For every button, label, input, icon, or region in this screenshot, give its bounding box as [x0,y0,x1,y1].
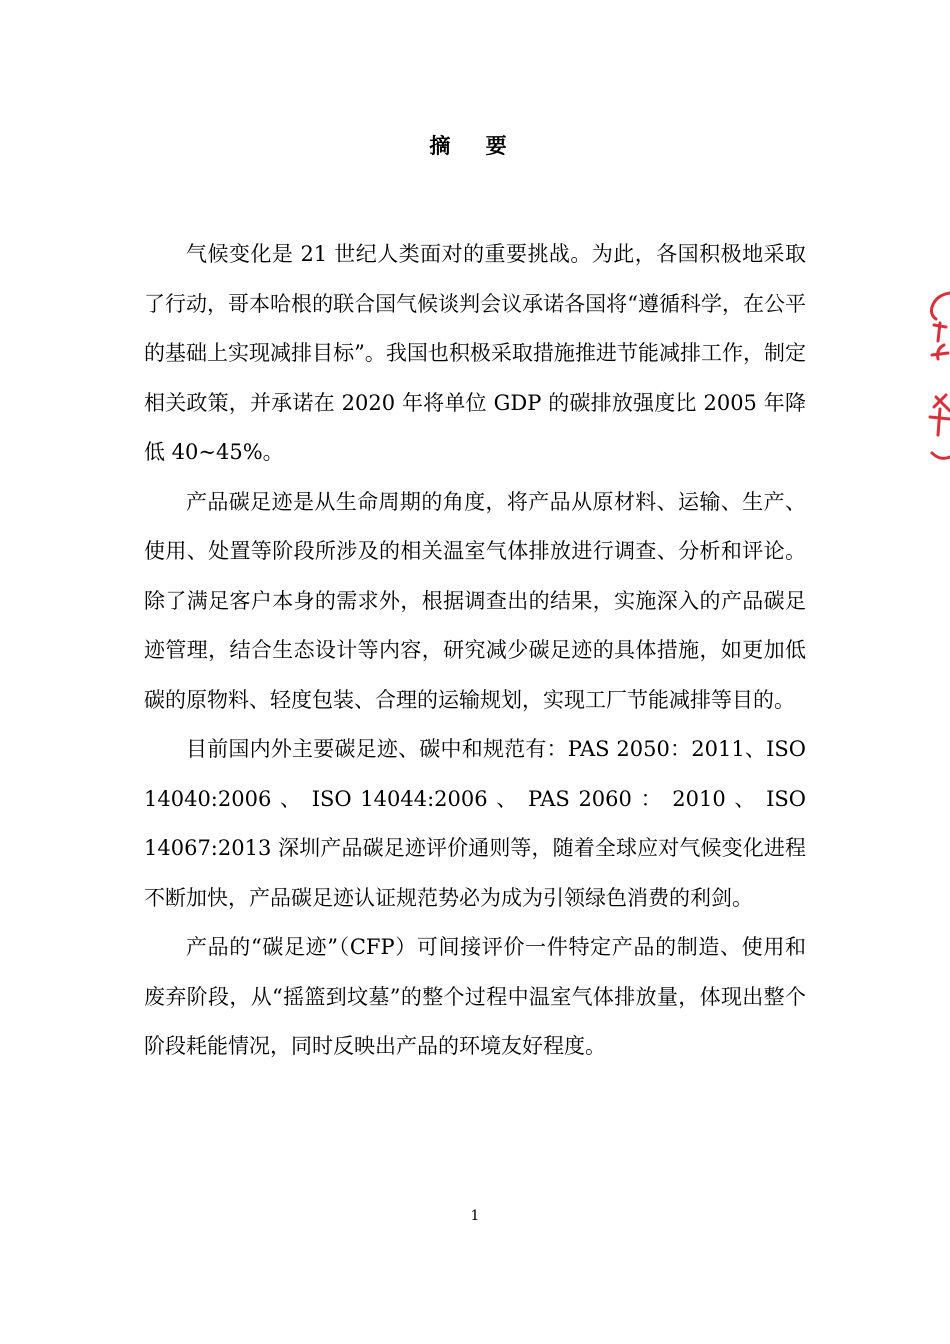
paragraph-3: 目前国内外主要碳足迹、碳中和规范有：PAS 2050：2011、ISO 14040:2006 、 ISO 14044:2006 、 PAS 2060 ： 2010 、 ISO 14067:2013 深圳产品碳足迹评价通则等，随着全球应对气候变化进程不断加快，产品碳足迹认证规范势必为成为引领绿色消费的利剑。 [144,737,806,910]
paragraph-1: 气候变化是 21 世纪人类面对的重要挑战。为此，各国积极地采取了行动，哥本哈根的联合国气候谈判会议承诺各国将“遵循科学，在公平的基础上实现减排目标”。我国也积极采取措施推进节能减排工作，制定相关政策，并承诺在 2020 年将单位 GDP 的碳排放强度比 2005 年降低 40~45%。 [144,242,806,464]
paragraph-2: 产品碳足迹是从生命周期的角度，将产品从原材料、运输、生产、使用、处置等阶段所涉及的相关温室气体排放进行调查、分析和评论。除了满足客户本身的需求外，根据调查出的结果，实施深入的产品碳足迹管理，结合生态设计等内容，研究减少碳足迹的具体措施，如更加低碳的原物料、轻度包装、合理的运输规划，实现工厂节能减排等目的。 [144,489,806,712]
abstract-body [144,230,806,1072]
page-title: 摘 要 [429,134,521,158]
paragraph-4: 产品的“碳足迹”（CFP）可间接评价一件特定产品的制造、使用和废弃阶段，从“摇篮到坟墓”的整个过程中温室气体排放量，体现出整个阶段耗能情况，同时反映出产品的环境友好程度。 [144,935,806,1058]
page-number: 1 [470,1208,480,1224]
red-seal-stamp-fragment [926,285,950,470]
